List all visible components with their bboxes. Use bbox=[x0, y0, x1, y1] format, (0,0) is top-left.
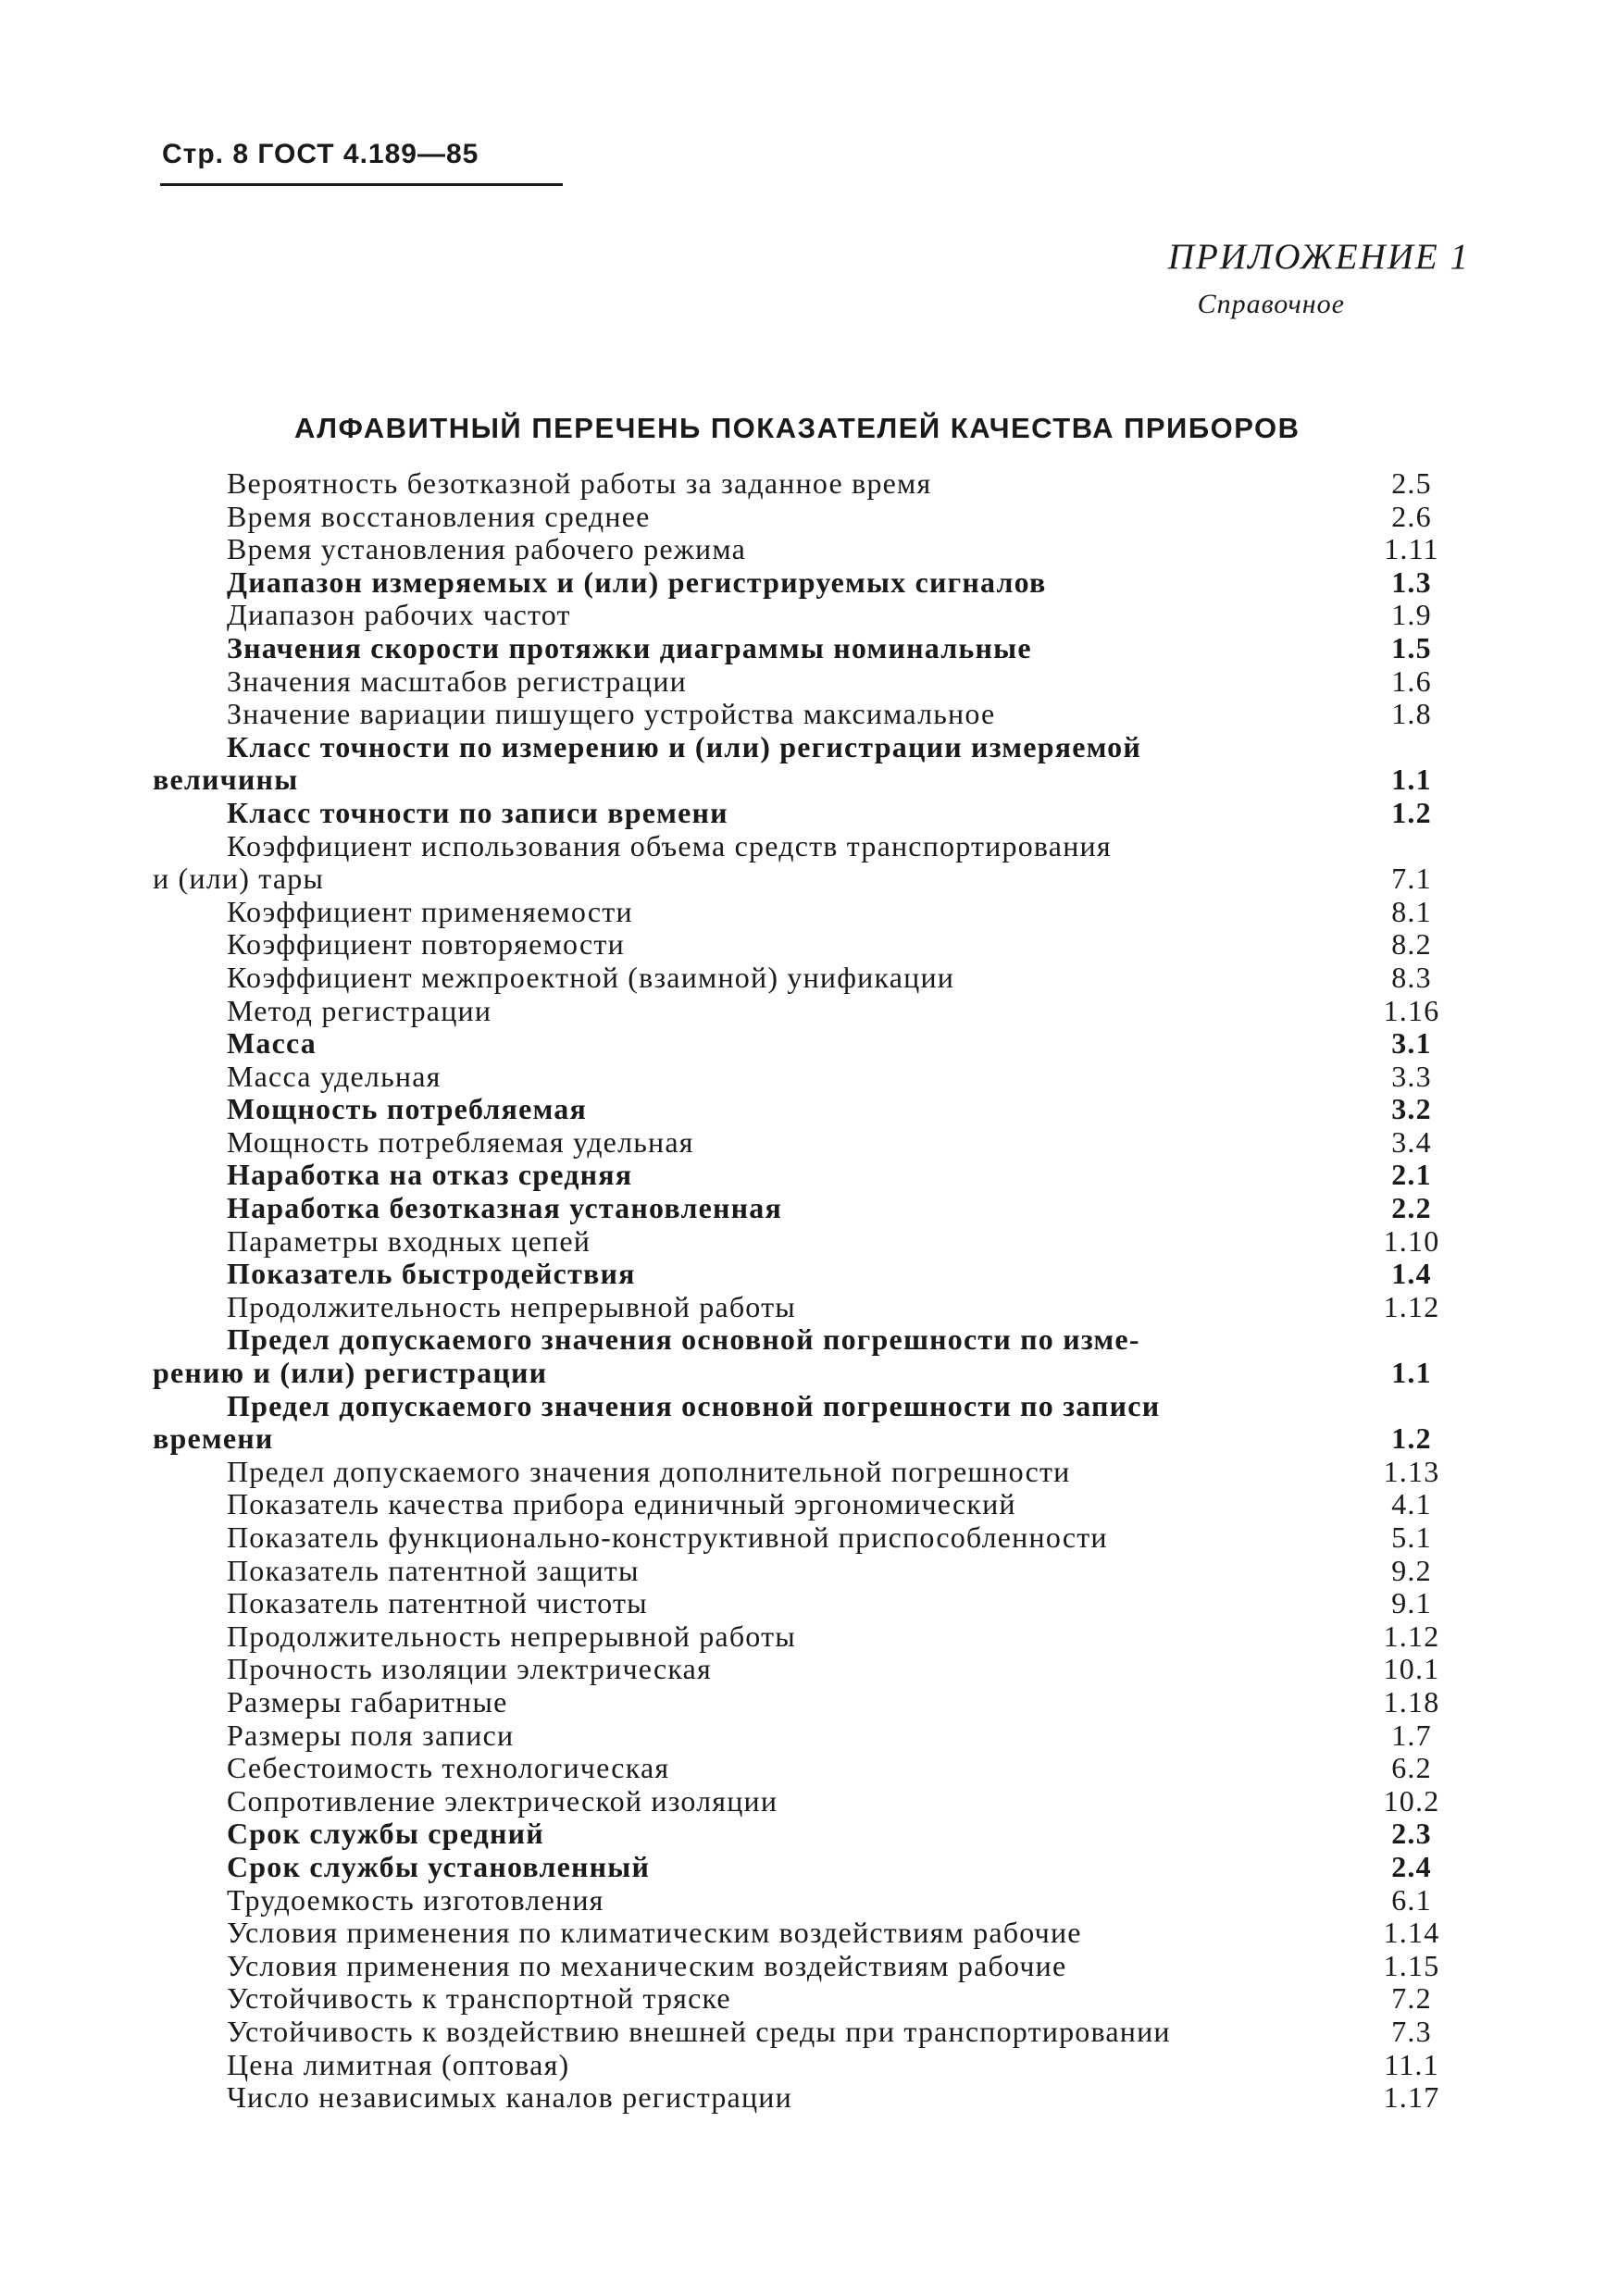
entry-text-line: Продолжительность непрерывной работы bbox=[227, 1619, 796, 1653]
index-entry bbox=[153, 698, 1467, 731]
entry-text bbox=[153, 797, 1356, 830]
entry-text-line: Условия применения по климатическим воздействиям рабочие bbox=[227, 1916, 1082, 1950]
entry-text bbox=[153, 566, 1356, 600]
index-entry bbox=[153, 1390, 1467, 1456]
entry-text bbox=[153, 1587, 1356, 1620]
appendix-title: ПРИЛОЖЕНИЕ 1 bbox=[1167, 237, 1470, 277]
entry-section-number: 2.5 bbox=[1391, 466, 1432, 500]
entry-section-number: 1.6 bbox=[1391, 664, 1432, 698]
entry-text-line: Наработка на отказ средняя bbox=[227, 1158, 633, 1192]
index-entry bbox=[153, 797, 1467, 830]
entry-text-line: Время восстановления среднее bbox=[227, 499, 651, 533]
index-entry bbox=[153, 1291, 1467, 1324]
index-entry bbox=[153, 928, 1467, 962]
entry-section-number: 1.12 bbox=[1383, 1289, 1440, 1323]
entry-text-line: Наработка безотказная установленная bbox=[227, 1191, 782, 1225]
entry-section-number: 1.10 bbox=[1383, 1223, 1440, 1258]
entry-text bbox=[153, 896, 1356, 929]
header-rule bbox=[160, 183, 563, 186]
index-entry bbox=[153, 1982, 1467, 2016]
entry-text-line: Предел допускаемого значения основной погрешности по изме- bbox=[227, 1322, 1140, 1357]
entry-text bbox=[153, 1653, 1356, 1686]
entry-text bbox=[153, 1884, 1356, 1917]
entry-text bbox=[153, 1488, 1356, 1521]
entry-text-line: Значения масштабов регистрации bbox=[227, 664, 687, 698]
entry-text-line: Коэффициент использования объема средств транспортирования bbox=[227, 828, 1112, 863]
index-entry bbox=[153, 1653, 1467, 1686]
entry-section-number: 10.2 bbox=[1383, 1783, 1440, 1818]
entry-text-line: Коэффициент повторяемости bbox=[227, 927, 625, 962]
entry-text-line: Диапазон измеряемых и (или) регистрируемых сигналов bbox=[227, 565, 1047, 599]
entry-text-line: Показатель патентной защиты bbox=[227, 1553, 640, 1587]
index-entry bbox=[153, 1027, 1467, 1061]
entry-section-number: 1.2 bbox=[1391, 1421, 1432, 1456]
entry-text bbox=[153, 962, 1356, 995]
entry-text bbox=[153, 1917, 1356, 1950]
entry-text bbox=[153, 1061, 1356, 1094]
entry-section-number: 8.3 bbox=[1391, 960, 1432, 994]
entry-text bbox=[153, 830, 1356, 896]
entry-section-number: 1.5 bbox=[1391, 630, 1432, 664]
index-entry bbox=[153, 1752, 1467, 1785]
index-entry bbox=[153, 995, 1467, 1028]
entry-section-number: 8.1 bbox=[1391, 894, 1432, 928]
entry-text bbox=[153, 928, 1356, 962]
entry-section-number: 1.15 bbox=[1383, 1948, 1440, 1982]
index-entry bbox=[153, 1686, 1467, 1719]
entry-text-line: Срок службы средний bbox=[227, 1817, 544, 1851]
index-entry bbox=[153, 731, 1467, 797]
entry-text-line: Показатель качества прибора единичный эргономический bbox=[227, 1487, 1016, 1521]
entry-text bbox=[153, 2081, 1356, 2115]
entry-text bbox=[153, 1456, 1356, 1489]
entry-text-line: Размеры габаритные bbox=[227, 1684, 508, 1719]
entry-text-line: Класс точности по измерению и (или) регистрации измеряемой bbox=[227, 729, 1142, 763]
entry-text-line: Вероятность безотказной работы за заданное время bbox=[227, 466, 932, 500]
entry-text-line: Масса удельная bbox=[227, 1059, 442, 1093]
entry-text-line: Показатель быстродействия bbox=[227, 1257, 636, 1291]
entry-section-number: 2.3 bbox=[1391, 1817, 1432, 1851]
index-entry bbox=[153, 665, 1467, 699]
entry-section-number: 9.1 bbox=[1391, 1586, 1432, 1620]
entry-text bbox=[153, 1555, 1356, 1588]
index-entry bbox=[153, 2049, 1467, 2082]
index-entry bbox=[153, 1851, 1467, 1884]
entry-text-continuation: рению и (или) регистрации bbox=[153, 1356, 548, 1390]
entry-text-line: Коэффициент межпроектной (взаимной) унификации bbox=[227, 960, 955, 994]
entry-text-line: Класс точности по записи времени bbox=[227, 795, 728, 829]
entry-text-line: Размеры поля записи bbox=[227, 1718, 515, 1752]
entry-text-line: Предел допускаемого значения основной погрешности по записи bbox=[227, 1388, 1161, 1422]
entry-text bbox=[153, 1521, 1356, 1555]
entry-text bbox=[153, 632, 1356, 665]
entry-text-line: Значение вариации пишущего устройства максимальное bbox=[227, 697, 996, 731]
entry-section-number: 1.13 bbox=[1383, 1454, 1440, 1488]
entry-text-line: Показатель патентной чистоты bbox=[227, 1586, 648, 1620]
entry-section-number: 1.3 bbox=[1391, 565, 1432, 599]
entry-text-line: Диапазон рабочих частот bbox=[227, 598, 571, 632]
document-title: АЛФАВИТНЫЙ ПЕРЕЧЕНЬ ПОКАЗАТЕЛЕЙ КАЧЕСТВА ПРИБОРОВ bbox=[294, 412, 1301, 444]
quality-index-list bbox=[153, 467, 1467, 2115]
index-entry bbox=[153, 830, 1467, 896]
entry-section-number: 2.6 bbox=[1391, 499, 1432, 533]
entry-text bbox=[153, 1620, 1356, 1654]
entry-section-number: 1.11 bbox=[1384, 532, 1439, 566]
entry-text-line: Значения скорости протяжки диаграммы номинальные bbox=[227, 630, 1032, 664]
entry-text bbox=[153, 1950, 1356, 1983]
entry-section-number: 1.18 bbox=[1383, 1684, 1440, 1719]
index-entry bbox=[153, 2081, 1467, 2115]
entry-text-line: Условия применения по механическим воздействиям рабочие bbox=[227, 1948, 1067, 1982]
index-entry bbox=[153, 1719, 1467, 1753]
entry-section-number: 1.9 bbox=[1391, 598, 1432, 632]
index-entry bbox=[153, 1192, 1467, 1225]
entry-text bbox=[153, 1752, 1356, 1785]
entry-section-number: 1.12 bbox=[1383, 1619, 1440, 1653]
entry-section-number: 3.3 bbox=[1391, 1059, 1432, 1093]
entry-text bbox=[153, 1686, 1356, 1719]
index-entry bbox=[153, 599, 1467, 632]
entry-text-continuation: и (или) тары bbox=[153, 862, 325, 896]
entry-text bbox=[153, 1785, 1356, 1818]
entry-text bbox=[153, 1818, 1356, 1851]
index-entry bbox=[153, 1456, 1467, 1489]
entry-section-number: 11.1 bbox=[1384, 2047, 1439, 2081]
entry-section-number: 9.2 bbox=[1391, 1553, 1432, 1587]
index-entry bbox=[153, 1587, 1467, 1620]
entry-text-line: Коэффициент применяемости bbox=[227, 894, 633, 928]
index-entry bbox=[153, 1917, 1467, 1950]
entry-text bbox=[153, 1159, 1356, 1192]
index-entry bbox=[153, 1818, 1467, 1851]
index-entry bbox=[153, 501, 1467, 534]
entry-section-number: 1.1 bbox=[1391, 763, 1432, 797]
appendix-subtitle: Справочное bbox=[1197, 289, 1345, 319]
entry-section-number: 2.1 bbox=[1391, 1158, 1432, 1192]
entry-text bbox=[153, 501, 1356, 534]
index-entry bbox=[153, 1950, 1467, 1983]
entry-text bbox=[153, 1982, 1356, 2016]
entry-section-number: 2.4 bbox=[1391, 1849, 1432, 1883]
index-entry bbox=[153, 1159, 1467, 1192]
index-entry bbox=[153, 896, 1467, 929]
entry-text bbox=[153, 533, 1356, 566]
entry-text-line: Мощность потребляемая удельная bbox=[227, 1124, 694, 1159]
index-entry bbox=[153, 533, 1467, 566]
index-entry bbox=[153, 1620, 1467, 1654]
index-entry bbox=[153, 1258, 1467, 1291]
entry-text-line: Прочность изоляции электрическая bbox=[227, 1652, 712, 1686]
entry-section-number: 8.2 bbox=[1391, 927, 1432, 962]
entry-section-number: 1.8 bbox=[1391, 697, 1432, 731]
entry-text bbox=[153, 2049, 1356, 2082]
entry-text-line: Число независимых каналов регистрации bbox=[227, 2080, 792, 2115]
index-entry bbox=[153, 1126, 1467, 1160]
entry-text bbox=[153, 1093, 1356, 1126]
entry-text bbox=[153, 1291, 1356, 1324]
index-entry bbox=[153, 1785, 1467, 1818]
entry-section-number: 1.1 bbox=[1391, 1356, 1432, 1390]
index-entry bbox=[153, 2016, 1467, 2049]
entry-section-number: 7.1 bbox=[1391, 862, 1432, 896]
entry-text-line: Сопротивление электрической изоляции bbox=[227, 1783, 778, 1818]
entry-text bbox=[153, 698, 1356, 731]
index-entry bbox=[153, 467, 1467, 501]
entry-section-number: 1.2 bbox=[1391, 795, 1432, 829]
entry-section-number: 6.1 bbox=[1391, 1882, 1432, 1917]
entry-text-line: Параметры входных цепей bbox=[227, 1223, 591, 1258]
entry-text bbox=[153, 467, 1356, 501]
index-entry bbox=[153, 1555, 1467, 1588]
entry-section-number: 1.4 bbox=[1391, 1257, 1432, 1291]
entry-text bbox=[153, 1258, 1356, 1291]
entry-text-line: Метод регистрации bbox=[227, 993, 492, 1027]
entry-section-number: 3.2 bbox=[1391, 1092, 1432, 1126]
entry-text bbox=[153, 1851, 1356, 1884]
entry-text bbox=[153, 599, 1356, 632]
index-entry bbox=[153, 1061, 1467, 1094]
index-entry bbox=[153, 1884, 1467, 1917]
entry-section-number: 1.14 bbox=[1383, 1916, 1440, 1950]
entry-section-number: 1.7 bbox=[1391, 1718, 1432, 1752]
entry-text-line: Показатель функционально-конструктивной приспособленности bbox=[227, 1520, 1108, 1554]
entry-text bbox=[153, 2016, 1356, 2049]
entry-text bbox=[153, 1027, 1356, 1061]
index-entry bbox=[153, 962, 1467, 995]
index-entry bbox=[153, 1521, 1467, 1555]
entry-text-continuation: величины bbox=[153, 763, 299, 797]
entry-section-number: 5.1 bbox=[1391, 1520, 1432, 1554]
entry-text-line: Предел допускаемого значения дополнительной погрешности bbox=[227, 1454, 1071, 1488]
index-entry bbox=[153, 1093, 1467, 1126]
index-entry bbox=[153, 566, 1467, 600]
index-entry bbox=[153, 1225, 1467, 1259]
entry-section-number: 10.1 bbox=[1383, 1652, 1440, 1686]
entry-text-continuation: времени bbox=[153, 1421, 274, 1456]
entry-section-number: 4.1 bbox=[1391, 1487, 1432, 1521]
entry-text bbox=[153, 1390, 1356, 1456]
entry-section-number: 3.4 bbox=[1391, 1124, 1432, 1159]
entry-section-number: 7.2 bbox=[1391, 1981, 1432, 2016]
entry-text-line: Трудоемкость изготовления bbox=[227, 1882, 604, 1917]
index-entry bbox=[153, 632, 1467, 665]
entry-text-line: Устойчивость к воздействию внешней среды при транспортировании bbox=[227, 2014, 1171, 2048]
entry-text-line: Себестоимость технологическая bbox=[227, 1751, 670, 1785]
entry-text-line: Время установления рабочего режима bbox=[227, 532, 747, 566]
entry-text-line: Устойчивость к транспортной тряске bbox=[227, 1981, 731, 2016]
entry-section-number: 1.17 bbox=[1383, 2080, 1440, 2115]
index-entry bbox=[153, 1488, 1467, 1521]
entry-text bbox=[153, 1192, 1356, 1225]
entry-text bbox=[153, 1126, 1356, 1160]
entry-section-number: 6.2 bbox=[1391, 1751, 1432, 1785]
entry-text bbox=[153, 995, 1356, 1028]
entry-text bbox=[153, 1225, 1356, 1259]
entry-section-number: 2.2 bbox=[1391, 1191, 1432, 1225]
index-entry bbox=[153, 1323, 1467, 1389]
entry-text-line: Масса bbox=[227, 1026, 317, 1061]
appendix-label bbox=[1168, 236, 1470, 320]
entry-text bbox=[153, 1323, 1356, 1389]
entry-text bbox=[153, 731, 1356, 797]
page-header bbox=[162, 139, 479, 170]
entry-text-line: Срок службы установленный bbox=[227, 1849, 651, 1883]
entry-text-line: Мощность потребляемая bbox=[227, 1092, 587, 1126]
entry-text-line: Цена лимитная (оптовая) bbox=[227, 2047, 570, 2081]
entry-text-line: Продолжительность непрерывной работы bbox=[227, 1289, 796, 1323]
entry-section-number: 1.16 bbox=[1383, 993, 1440, 1027]
entry-text bbox=[153, 665, 1356, 699]
page-reference: Стр. 8 ГОСТ 4.189—85 bbox=[162, 139, 479, 169]
entry-section-number: 3.1 bbox=[1391, 1026, 1432, 1061]
entry-section-number: 7.3 bbox=[1391, 2014, 1432, 2048]
entry-text bbox=[153, 1719, 1356, 1753]
